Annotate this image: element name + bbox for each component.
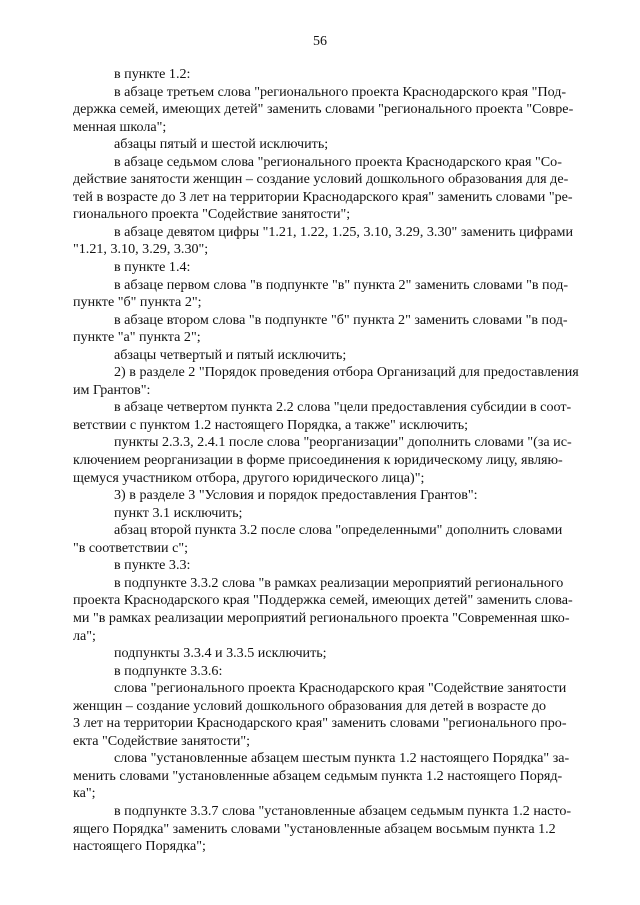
paragraph: слова "регионального проекта Краснодарского края "Содействие занятости женщин – создание условий дошкольного образования для детей в возрасте до 3 лет на территории Краснодарского края" заменить словами "регионального про- екта "Содействие занятости"; bbox=[73, 680, 567, 749]
paragraph: в пункте 1.4: bbox=[114, 259, 191, 276]
page-number: 56 bbox=[313, 34, 327, 49]
paragraph: в абзаце третьем слова "регионального проекта Краснодарского края "Под- держка семей, имеющих детей" заменить словами "регионального проекта "Совре- менная школа"; bbox=[73, 83, 574, 135]
document-body bbox=[73, 66, 615, 856]
paragraph: абзац второй пункта 3.2 после слова "определенными" дополнить словами "в соответствии с"; bbox=[73, 522, 563, 556]
paragraph: абзацы пятый и шестой исключить; bbox=[114, 136, 329, 153]
paragraph: в абзаце четвертом пункта 2.2 слова "цели предоставления субсидии в соот- ветствии с пунктом 1.2 настоящего Порядка, а также" исключить; bbox=[73, 399, 572, 433]
paragraph: в абзаце седьмом слова "регионального проекта Краснодарского края "Со- действие занятости женщин – создание условий дошкольного образования для де- тей в возрасте до 3 лет на территории Краснодарского края" заменить словами "ре- гионального проекта "Содействие занятости"; bbox=[73, 153, 573, 223]
paragraph: 3) в разделе 3 "Условия и порядок предоставления Грантов": bbox=[114, 487, 478, 504]
paragraph: в абзаце девятом цифры "1.21, 1.22, 1.25, 3.10, 3.29, 3.30" заменить цифрами "1.21, 3.10, 3.29, 3.30"; bbox=[73, 223, 573, 258]
paragraph: в пункте 3.3: bbox=[114, 557, 191, 574]
paragraph: пункты 2.3.3, 2.4.1 после слова "реорганизации" дополнить словами "(за ис- ключением реорганизации в форме присоединения к юридическому лицу, являю- щемуся участником отбора, другого юридического лица)"; bbox=[73, 434, 572, 486]
paragraph: 2) в разделе 2 "Порядок проведения отбора Организаций для предоставления им Грантов": bbox=[73, 364, 579, 398]
paragraph: абзацы четвертый и пятый исключить; bbox=[114, 346, 347, 363]
paragraph: в пункте 1.2: bbox=[114, 66, 191, 82]
paragraph: пункт 3.1 исключить; bbox=[114, 504, 243, 521]
paragraph: в подпункте 3.3.6: bbox=[114, 662, 223, 679]
paragraph: в абзаце первом слова "в подпункте "в" пункта 2" заменить словами "в под- пункте "б" пункта 2"; bbox=[73, 276, 569, 311]
paragraph: в подпункте 3.3.2 слова "в рамках реализации мероприятий регионального проекта Краснодарского края "Поддержка семей, имеющих детей" заменить слова- ми "в рамках реализации мероприятий регионального проекта "Современная шко- ла"; bbox=[73, 574, 573, 644]
paragraph: в абзаце втором слова "в подпункте "б" пункта 2" заменить словами "в под- пункте "а" пункта 2"; bbox=[73, 311, 568, 346]
paragraph: слова "установленные абзацем шестым пункта 1.2 настоящего Порядка" за- менить словами "установленные абзацем седьмым пункта 1.2 настоящего Поряд- ка"; bbox=[73, 750, 570, 802]
paragraph: в подпункте 3.3.7 слова "установленные абзацем седьмым пункта 1.2 насто- ящего Порядка" заменить словами "установленные абзацем восьмым пункта 1.2 настоящего Порядка"; bbox=[73, 802, 572, 855]
paragraph: подпункты 3.3.4 и 3.3.5 исключить; bbox=[114, 645, 327, 662]
